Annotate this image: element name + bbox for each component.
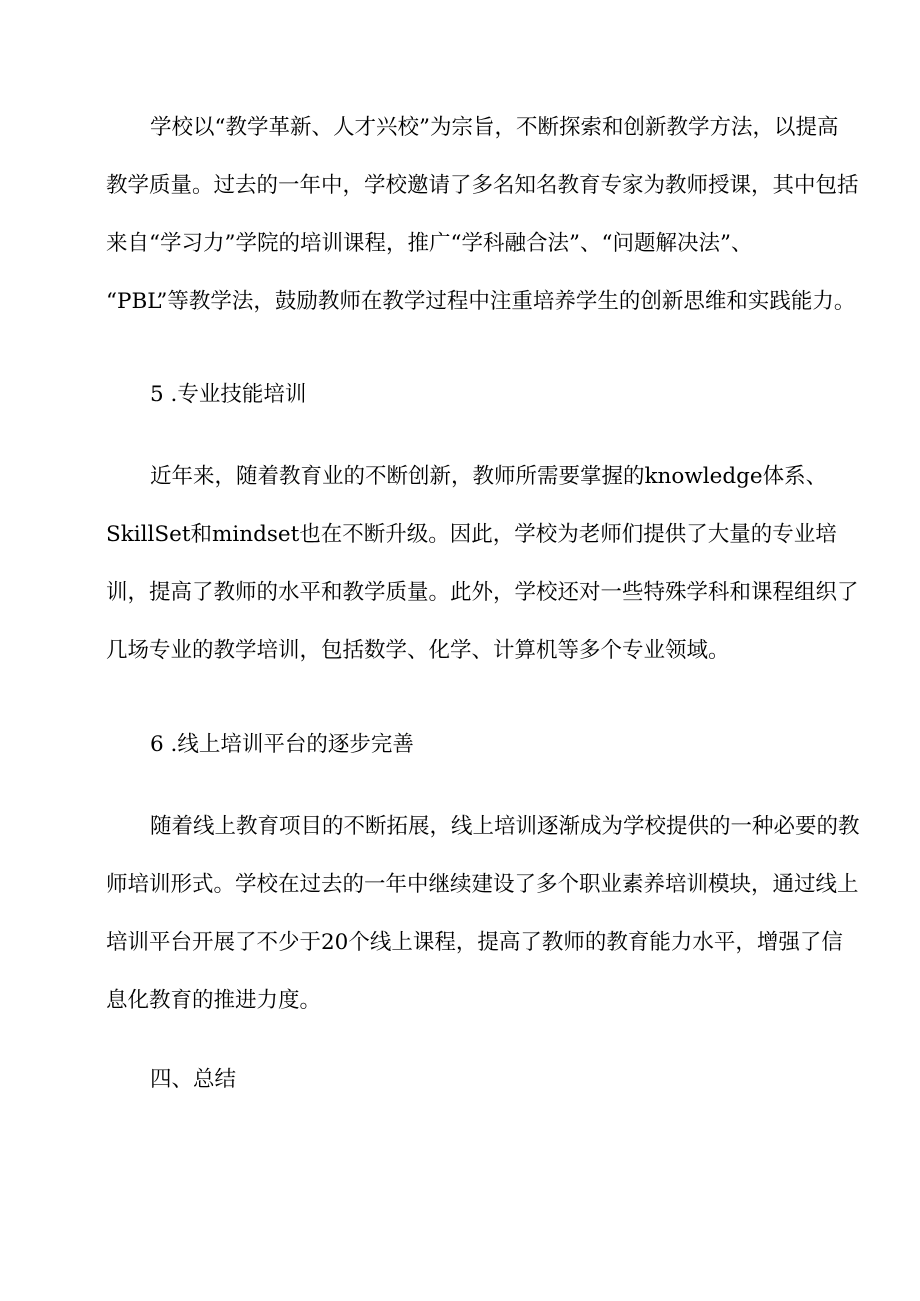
paragraph-line: 来自“学习力”学院的培训课程，推广“学科融合法”、“问题解决法”、 — [106, 231, 753, 256]
paragraph-line: 随着线上教育项目的不断拓展，线上培训逐渐成为学校提供的一种必要的教 — [150, 814, 860, 839]
paragraph-line: 培训平台开展了不少于20个线上课程，提高了教师的教育能力水平，增强了信 — [106, 930, 843, 955]
paragraph-line: SkillSet和mindset也在不断升级。因此，学校为老师们提供了大量的专业培 — [106, 522, 837, 547]
paragraph-line: 息化教育的推进力度。 — [106, 988, 322, 1013]
paragraph-line: 训，提高了教师的水平和教学质量。此外，学校还对一些特殊学科和课程组织了 — [106, 580, 859, 605]
paragraph-line: 教学质量。过去的一年中，学校邀请了多名知名教育专家为教师授课，其中包括 — [106, 173, 859, 198]
paragraph-line: “PBL”等教学法，鼓励教师在教学过程中注重培养学生的创新思维和实践能力。 — [106, 289, 856, 314]
section-heading-professional-skills: 5 .专业技能培训 — [150, 382, 307, 407]
paragraph-line: 学校以“教学革新、人才兴校”为宗旨，不断探索和创新教学方法，以提高 — [150, 115, 839, 140]
paragraph-line: 师培训形式。学校在过去的一年中继续建设了多个职业素养培训模块，通过线上 — [106, 872, 859, 897]
paragraph-line: 几场专业的教学培训，包括数学、化学、计算机等多个专业领域。 — [106, 638, 730, 663]
paragraph-line: 近年来，随着教育业的不断创新，教师所需要掌握的knowledge体系、 — [150, 464, 828, 489]
section-heading-online-platform: 6 .线上培训平台的逐步完善 — [150, 732, 414, 757]
section-heading-summary: 四、总结 — [150, 1067, 237, 1092]
